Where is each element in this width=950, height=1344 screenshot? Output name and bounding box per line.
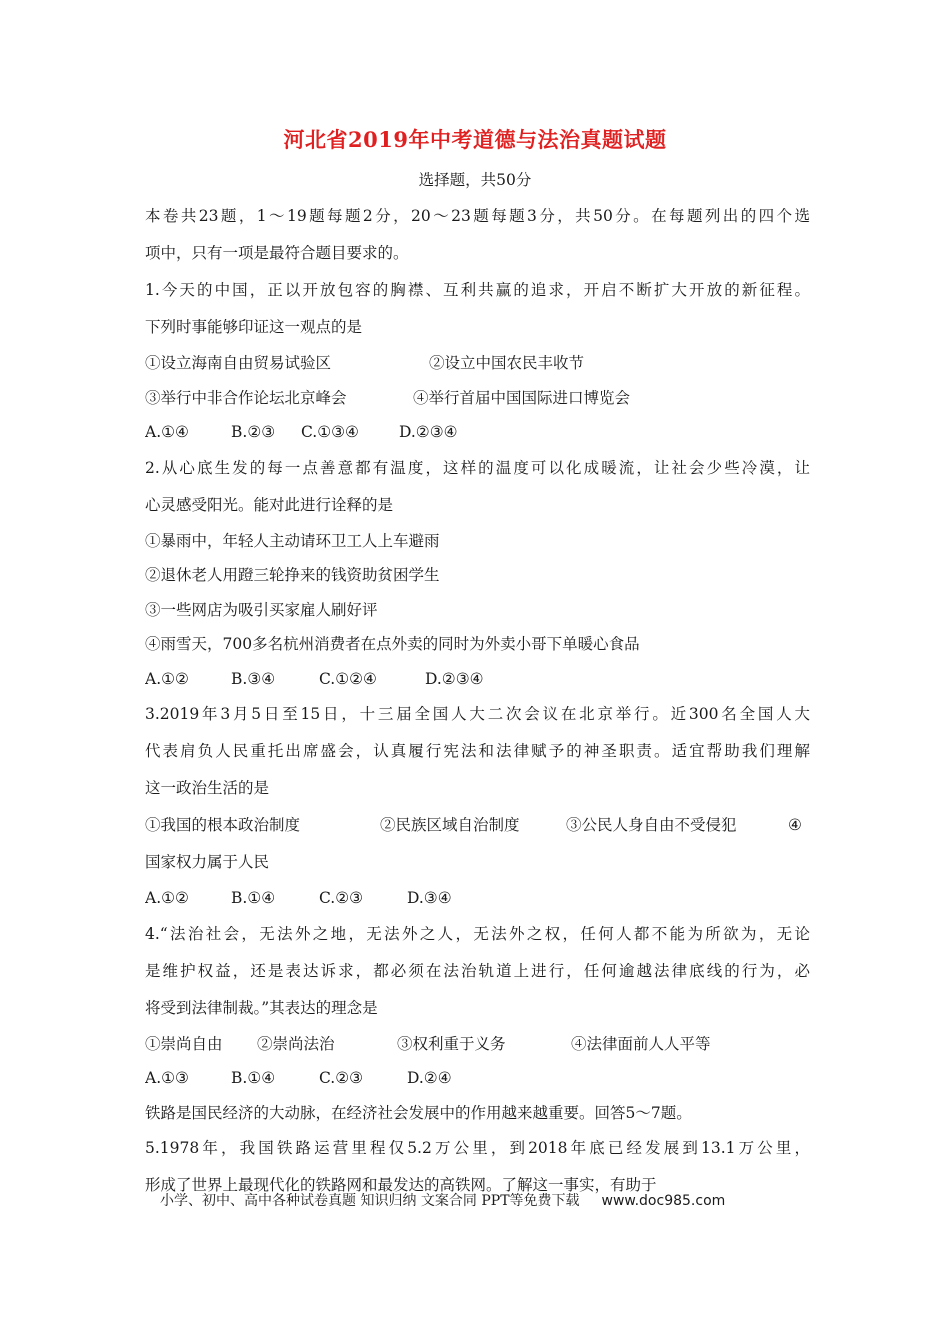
page-title: 河北省2019年中考道德与法治真题试题 — [283, 127, 667, 152]
footer-site-link[interactable]: www.doc985.com — [601, 1193, 726, 1209]
question-1-stem: 下列时事能够印证这一观点的是 — [145, 318, 363, 336]
option-item: ④ — [788, 816, 802, 834]
intro-line: 本卷共23题，1～19题每题2分，20～23题每题3分，共50分。在每题列出的四个选 — [145, 207, 810, 225]
question-3-stem: 代表肩负人民重托出席盛会，认真履行宪法和法律赋予的神圣职责。适宜帮助我们理解 — [145, 742, 810, 760]
section-intro: 铁路是国民经济的大动脉，在经济社会发展中的作用越来越重要。回答5～7题。 — [145, 1103, 692, 1122]
option-item: ④举行首届中国国际进口博览会 — [413, 388, 631, 407]
option-item: ③一些网店为吸引买家雇人刷好评 — [145, 600, 378, 619]
question-1-items — [145, 346, 810, 381]
question-4-stem: 是维护权益，还是表达诉求，都必须在法治轨道上进行，任何逾越法律底线的行为，必 — [145, 961, 810, 980]
option-item: 国家权力属于人民 — [145, 853, 270, 871]
answer-choice: C.①③④ — [301, 423, 359, 441]
answer-choice: A.①② — [145, 669, 189, 688]
option-item: ②设立中国农民丰收节 — [429, 354, 585, 372]
intro-line: 项中，只有一项是最符合题目要求的。 — [145, 244, 409, 262]
option-item: ①暴雨中，年轻人主动请环卫工人上车避雨 — [145, 531, 440, 550]
answer-choice: C.②③ — [319, 1069, 364, 1087]
option-item: ③权利重于义务 — [397, 1034, 506, 1053]
question-2-choices — [145, 662, 810, 697]
option-item: ①崇尚自由 — [145, 1034, 223, 1053]
question-3-stem: 这一政治生活的是 — [145, 779, 270, 797]
question-3-choices — [145, 881, 810, 916]
option-item: ④法律面前人人平等 — [571, 1034, 711, 1053]
option-item: ③举行中非合作论坛北京峰会 — [145, 388, 347, 407]
question-4-items — [145, 1027, 810, 1062]
question-5-stem: 形成了世界上最现代化的铁路网和最发达的高铁网。了解这一事实，有助于 — [145, 1176, 657, 1194]
answer-choice: A.①④ — [145, 423, 189, 441]
answer-choice: B.③④ — [231, 669, 276, 688]
answer-choice: B.②③ — [231, 423, 276, 441]
exam-body — [145, 198, 810, 1204]
answer-choice: C.①②④ — [319, 669, 377, 688]
question-2-stem: 2.从心底生发的每一点善意都有温度，这样的温度可以化成暖流，让社会少些冷漠，让 — [145, 458, 810, 477]
answer-choice: B.①④ — [231, 1069, 276, 1087]
footer-banner — [160, 1190, 725, 1210]
question-1-items — [145, 381, 810, 416]
answer-choice: D.②③④ — [425, 669, 484, 688]
section-subtitle: 选择题，共50分 — [418, 171, 532, 189]
question-1-choices — [145, 415, 810, 450]
question-1-stem: 1.今天的中国，正以开放包容的胸襟、互利共赢的追求，开启不断扩大开放的新征程。 — [145, 281, 810, 299]
answer-choice: D.③④ — [407, 889, 452, 907]
option-item: ④雨雪天，700多名杭州消费者在点外卖的同时为外卖小哥下单暖心食品 — [145, 635, 640, 653]
answer-choice: A.①③ — [145, 1069, 189, 1087]
question-2-stem: 心灵感受阳光。能对此进行诠释的是 — [145, 495, 394, 514]
option-item: ②退休老人用蹬三轮挣来的钱资助贫困学生 — [145, 566, 440, 584]
question-5-stem: 5.1978年，我国铁路运营里程仅5.2万公里，到2018年底已经发展到13.1万公里， — [145, 1139, 810, 1157]
question-3-items — [145, 807, 810, 844]
option-item: ①设立海南自由贸易试验区 — [145, 354, 332, 372]
question-4-stem: 将受到法律制裁。”其表达的理念是 — [145, 998, 378, 1017]
answer-choice: D.②④ — [407, 1069, 452, 1087]
option-item: ①我国的根本政治制度 — [145, 816, 301, 834]
option-item: ②崇尚法治 — [257, 1034, 335, 1053]
option-item: ③公民人身自由不受侵犯 — [566, 816, 737, 834]
answer-choice: B.①④ — [231, 889, 276, 907]
answer-choice: C.②③ — [319, 889, 364, 907]
option-item: ②民族区域自治制度 — [380, 816, 520, 834]
question-3-stem: 3.2019年3月5日至15日，十三届全国人大二次会议在北京举行。近300名全国人大 — [145, 705, 810, 723]
footer-text: 小学、初中、高中各种试卷真题 知识归纳 文案合同 PPT等免费下载 — [160, 1193, 580, 1209]
answer-choice: A.①② — [145, 889, 189, 907]
answer-choice: D.②③④ — [399, 423, 458, 441]
question-4-stem: 4.“法治社会，无法外之地，无法外之人，无法外之权，任何人都不能为所欲为，无论 — [145, 924, 810, 943]
question-4-choices — [145, 1061, 810, 1096]
